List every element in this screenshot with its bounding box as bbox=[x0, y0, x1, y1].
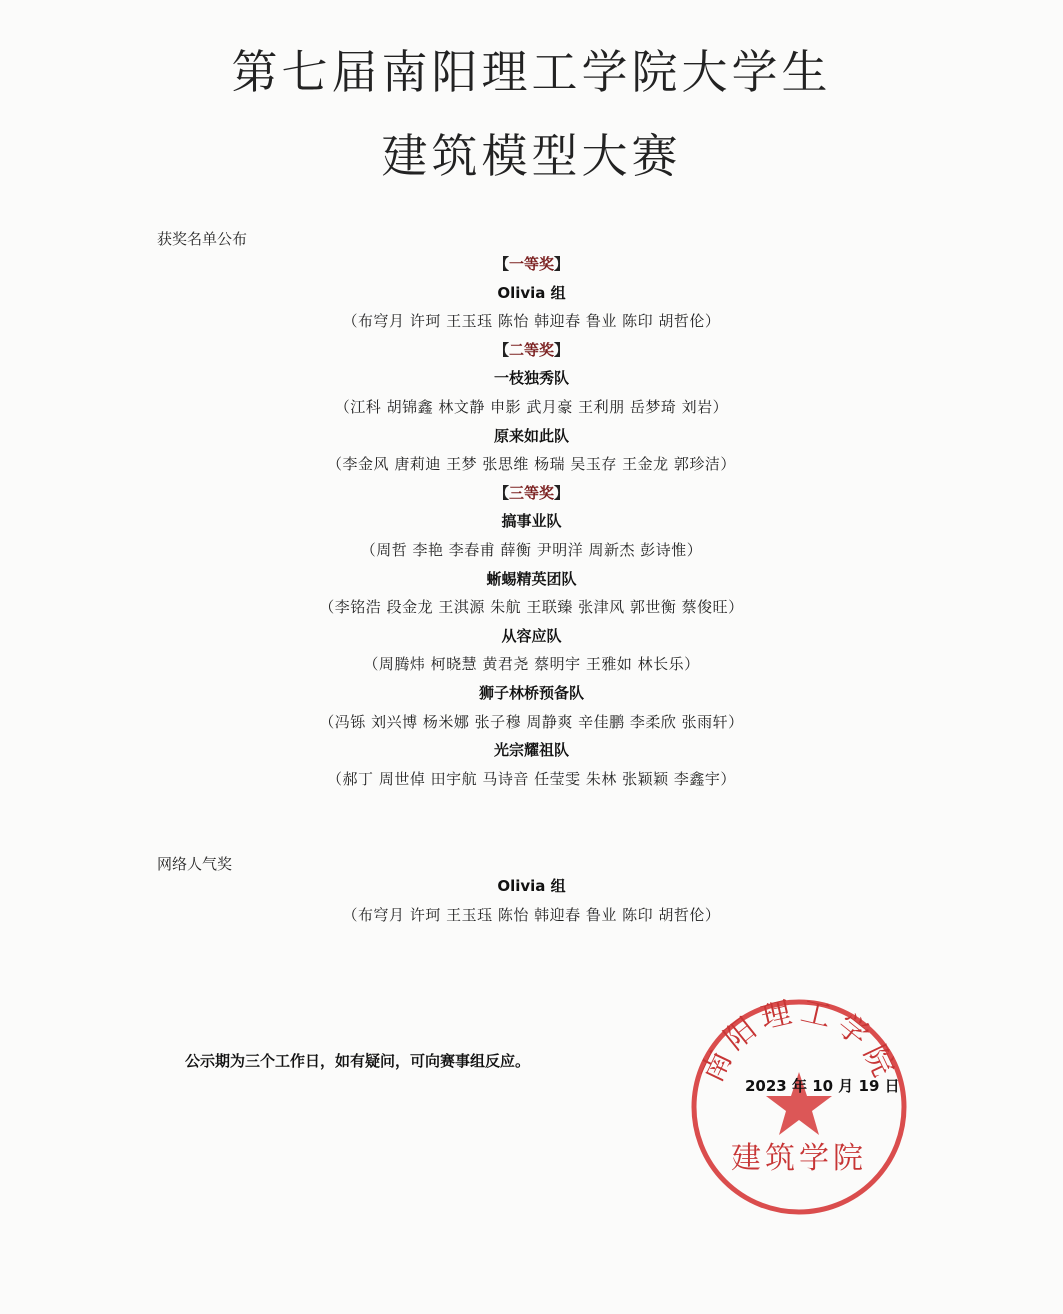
team-name: Olivia 组 bbox=[497, 283, 566, 302]
popular-award bbox=[0, 872, 1063, 929]
team-members: （李铭浩 段金龙 王淇源 朱航 王联臻 张津风 郭世衡 蔡俊旺） bbox=[319, 598, 744, 617]
team-name: 蜥蜴精英团队 bbox=[486, 569, 577, 588]
title-line-2: 建筑模型大赛 bbox=[381, 129, 682, 183]
team-name: Olivia 组 bbox=[497, 877, 566, 895]
team-members: （江科 胡锦鑫 林文静 申影 武月豪 王利朋 岳梦琦 刘岩） bbox=[334, 397, 729, 416]
team-name: 原来如此队 bbox=[493, 426, 569, 445]
popular-award-heading: 网络人气奖 bbox=[157, 855, 233, 873]
list-heading: 获奖名单公布 bbox=[157, 230, 248, 248]
team-members: （布穹月 许珂 王玉珏 陈怡 韩迎春 鲁业 陈印 胡哲伦） bbox=[342, 905, 721, 924]
official-seal bbox=[688, 996, 910, 1218]
team-members: （布穹月 许珂 王玉珏 陈怡 韩迎春 鲁业 陈印 胡哲伦） bbox=[342, 312, 721, 331]
team-members: （李金风 唐莉迪 王梦 张思维 杨瑞 吴玉存 王金龙 郭珍洁） bbox=[327, 455, 736, 474]
date-text: 2023 年 10 月 19 日 bbox=[745, 1077, 900, 1095]
team-members: （周哲 李艳 李春甫 薛衡 尹明洋 周新杰 彭诗惟） bbox=[360, 540, 703, 559]
svg-text:建筑学院: 建筑学院 bbox=[731, 1141, 867, 1176]
team-members: （周腾炜 柯晓慧 黄君尧 蔡明宇 王雅如 林长乐） bbox=[363, 655, 700, 674]
svg-text:南阳理工学院: 南阳理工学院 bbox=[694, 996, 904, 1088]
award-third-label: 【三等奖】 bbox=[493, 483, 570, 502]
award-first-label: 【一等奖】 bbox=[493, 255, 570, 273]
team-members: （郝丁 周世倬 田宇航 马诗音 任莹雯 朱林 张颖颖 李鑫宇） bbox=[327, 769, 736, 788]
title-line-1: 第七届南阳理工学院大学生 bbox=[231, 45, 832, 99]
team-name: 搞事业队 bbox=[501, 512, 562, 531]
notice-text: 公示期为三个工作日，如有疑问，可向赛事组反应。 bbox=[185, 1052, 531, 1070]
award-list bbox=[0, 250, 1063, 793]
team-members: （冯铄 刘兴博 杨米娜 张子穆 周静爽 辛佳鹏 李柔欣 张雨轩） bbox=[319, 712, 744, 731]
team-name: 从容应队 bbox=[501, 626, 562, 645]
team-name: 光宗耀祖队 bbox=[493, 741, 569, 760]
team-name: 狮子林桥预备队 bbox=[478, 683, 584, 702]
award-second-label: 【二等奖】 bbox=[493, 340, 570, 359]
team-name: 一枝独秀队 bbox=[493, 369, 569, 388]
